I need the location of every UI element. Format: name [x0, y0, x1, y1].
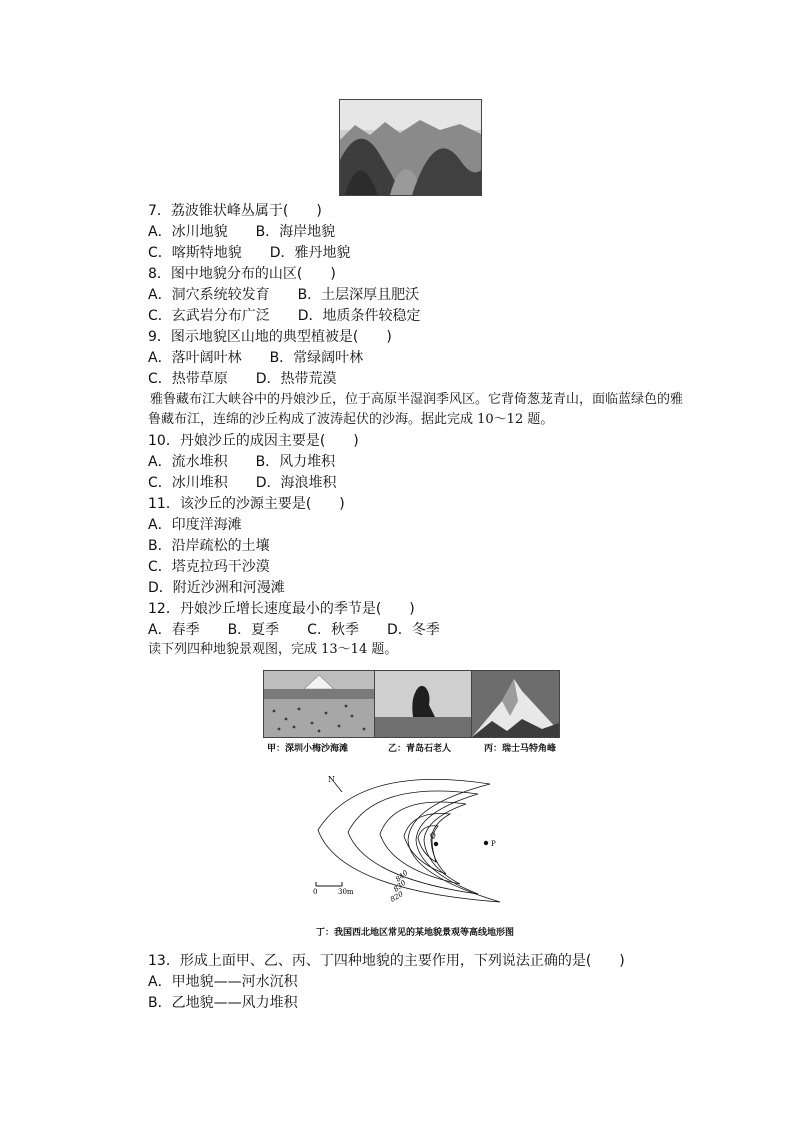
caption-jia: 甲：深圳小梅沙海滩 [267, 744, 349, 754]
contour-820 [318, 779, 500, 902]
beach-photo [263, 670, 375, 738]
q9-options-cd: C．热带草原 D．热带荒漠 [148, 371, 337, 387]
q11-option-b: B．沿岸疏松的土壤 [148, 538, 270, 554]
q7-options-ab: A．冰川地貌 B．海岸地貌 [148, 224, 336, 240]
contour-label-840: 840 [394, 868, 410, 884]
karst-peaks-photo [339, 99, 482, 196]
point-q-label: Q [430, 832, 436, 840]
scale-zero: 0 [313, 888, 318, 896]
contour-label-820: 820 [389, 890, 405, 904]
question-10: 10．丹娘沙丘的成因主要是( ) [148, 433, 359, 449]
north-arrow [334, 782, 342, 792]
north-label: N [328, 775, 335, 784]
contour-label-830: 830 [392, 878, 408, 894]
q11-option-a: A．印度洋海滩 [148, 517, 242, 533]
matterhorn-photo [471, 670, 560, 738]
question-9: 9．图示地貌区山地的典型植被是( ) [148, 329, 392, 345]
contour-inner [404, 813, 450, 874]
contour-840 [380, 802, 466, 884]
caption-yi: 乙：青岛石老人 [388, 744, 452, 754]
q12-options: A．春季 B．夏季 C．秋季 D．冬季 [148, 622, 440, 638]
question-8: 8．图中地貌分布的山区( ) [148, 266, 336, 282]
caption-ding: 丁：我国西北地区常见的某地貌景观等高线地形图 [316, 928, 515, 938]
q10-options-ab: A．流水堆积 B．风力堆积 [148, 454, 336, 470]
q11-option-c: C．塔克拉玛干沙漠 [148, 559, 270, 575]
stone-old-man-photo [374, 670, 473, 738]
point-p [484, 841, 488, 845]
caption-bing: 丙：瑞士马特角峰 [484, 744, 557, 754]
question-12: 12．丹娘沙丘增长速度最小的季节是( ) [148, 601, 415, 617]
q8-options-cd: C．玄武岩分布广泛 D．地质条件较稳定 [148, 308, 421, 324]
point-p-label: P [491, 840, 496, 848]
point-q [434, 842, 438, 846]
question-7: 7．荔波锥状峰丛属于( ) [148, 203, 322, 219]
passage-danniang: 雅鲁藏布江大峡谷中的丹娘沙丘，位于高原半湿润季风区。它背倚葱茏青山，面临蓝绿色的雅鲁藏布江，连绵的沙丘构成了波涛起伏的沙海。据此完成 10～12 题。 [148, 392, 684, 427]
question-13: 13．形成上面甲、乙、丙、丁四种地貌的主要作用，下列说法正确的是( ) [148, 953, 625, 969]
q9-options-ab: A．落叶阔叶林 B．常绿阔叶林 [148, 350, 364, 366]
q8-options-ab: A．洞穴系统较发育 B．土层深厚且肥沃 [148, 287, 420, 303]
q7-options-cd: C．喀斯特地貌 D．雅丹地貌 [148, 245, 351, 261]
q13-option-a: A．甲地貌——河水沉积 [148, 974, 298, 990]
intro-13-14: 读下列四种地貌景观图，完成 13～14 题。 [148, 642, 398, 657]
question-11: 11．该沙丘的沙源主要是( ) [148, 496, 345, 512]
q11-option-d: D．附近沙洲和河漫滩 [148, 580, 285, 596]
contour-map [300, 770, 520, 910]
scale-length: 30m [338, 888, 354, 896]
q10-options-cd: C．冰川堆积 D．海浪堆积 [148, 475, 337, 491]
q13-option-b: B．乙地貌——风力堆积 [148, 995, 298, 1011]
